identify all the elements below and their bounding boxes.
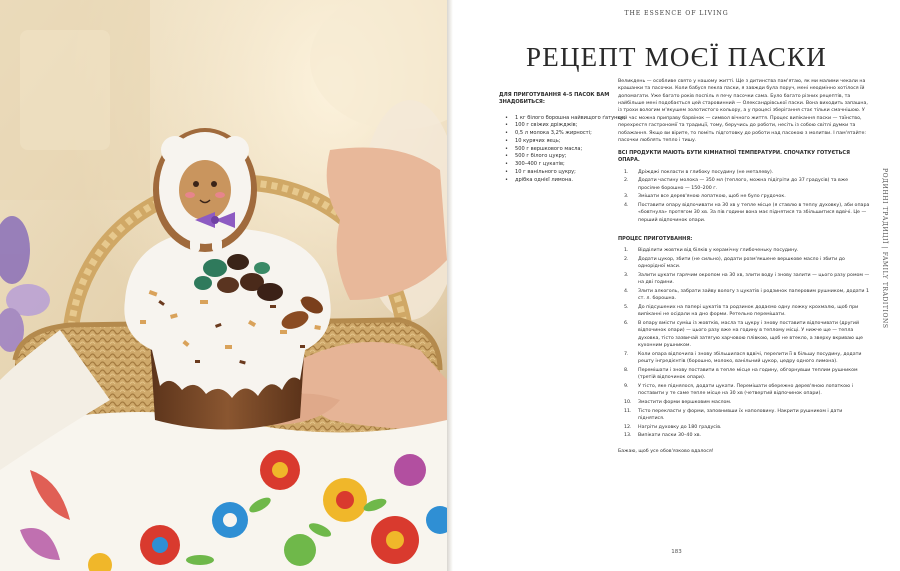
step-item	[618, 367, 870, 382]
step-item	[618, 351, 870, 366]
step-text: Дріжджі покласти в глибоку посудину (не металеву).	[638, 169, 774, 175]
step-item	[618, 202, 870, 224]
step-item	[618, 432, 870, 439]
step-text: Додати цукор, збити (не сильно), додати розм'якшене вершкове масло і збити до однорідної маси.	[638, 257, 845, 270]
step-number: 5.	[624, 305, 629, 311]
step-number: 2.	[624, 257, 629, 263]
step-text: До підсушених на папері цукатів та родзинок додаємо одну ложку крохмалю, щоб при випіканні не осідали на дно форми. Ретельно перемішати.	[638, 305, 859, 318]
list-item: • 10 г ванільного цукру;	[505, 169, 615, 177]
list-item: • 0,5 л молока 3,2% жирності;	[505, 130, 615, 138]
step-number: 9.	[624, 383, 629, 389]
closing-line: Бажаю, щоб усе обов'язково вдалося!	[618, 448, 714, 454]
step-text: В опару вмісти суміш із жовтків, масла та цукру і знову поставити відпочивати (другий відпочинок опари) — цього разу вже на годину в теплому місці. У нижче ще — тепла духовка, тісто зазвичай затягую харчовою плівкою, щоб не втекло, а зверху вкриваю ще кухонним рушником.	[638, 321, 863, 349]
list-item: • 100 г свіжих дріжджів;	[505, 122, 615, 130]
step-text: Коли опара відпочила і знову збільшилася вдвічі, перелити її в більшу посудину, додати решту інгредієнтів (борошно, молоко, ванільний цукор, цедру одного лимона).	[638, 351, 862, 365]
process-steps	[618, 247, 870, 439]
step-number: 1.	[624, 169, 629, 175]
step-number: 3.	[624, 273, 629, 279]
step-number: 8.	[624, 367, 629, 373]
step-text: Відділити жовтки від білків у керамічну глибоченьку посудину.	[638, 248, 799, 254]
step-item	[618, 399, 870, 406]
step-text: Змішати все дерев'яною лопаткою, щоб не було грудочок.	[638, 194, 786, 200]
step-number: 7.	[624, 351, 629, 357]
step-number: 10.	[624, 399, 632, 405]
sheep-cookie	[153, 128, 257, 252]
step-item	[618, 320, 870, 349]
list-item: • 500 г вершкового масла;	[505, 146, 615, 154]
step-item	[618, 272, 870, 287]
step-text: Поставити опару відпочивати на 30 хв у тепле місце (я ставлю в теплу духовку), аби опара «бовтнула» протягом 30 хв. За пів години вона має піднятися та збільшитися вдвічі. Це — перший відпочинок опари.	[638, 203, 870, 223]
step-number: 1.	[624, 248, 629, 254]
step-number: 4.	[624, 289, 629, 295]
running-head: THE ESSENCE OF LIVING	[624, 10, 729, 17]
step-number: 13.	[624, 433, 632, 439]
step-item	[618, 288, 870, 303]
step-item	[618, 408, 870, 423]
list-item: • 1 кг білого борошна найвищого ґатунку;	[505, 115, 615, 123]
step-item	[618, 177, 870, 192]
step-text: Випікати паски 30–40 хв.	[638, 433, 702, 439]
step-item	[618, 247, 870, 254]
step-text: Злити алкоголь, забрати зайву вологу з цукатів і родзинок паперовим рушником, додати 1 ст. л. борошна.	[638, 289, 870, 302]
step-item	[618, 193, 870, 200]
side-section-title: РОДИННІ ТРАДИЦІЇ | FAMILY TRADITIONS	[881, 168, 888, 329]
step-item	[618, 256, 870, 271]
step-text: Змастити форми вершковим маслом.	[638, 399, 732, 405]
page-title: РЕЦЕПТ МОЄЇ ПАСКИ	[526, 42, 827, 72]
step-text: Залити цукати гарячим окропом на 30 хв, злити воду і знову залити — цього разу ромом — на дві години.	[638, 273, 870, 286]
page-number: 183	[671, 549, 682, 555]
ingredients-heading: ДЛЯ ПРИГОТУВАННЯ 4–5 ПАСОК ВАМ ЗНАДОБИТЬСЯ:	[499, 92, 610, 106]
process-heading: ПРОЦЕС ПРИГОТУВАННЯ:	[618, 236, 693, 243]
step-number: 4.	[624, 203, 629, 209]
recipe-body-column	[618, 78, 870, 455]
step-number: 12.	[624, 424, 632, 430]
step-item	[618, 169, 870, 176]
step-text: Нагріти духовку до 180 градусів.	[638, 424, 722, 430]
step-item	[618, 424, 870, 431]
list-item: • дрібка однієї лимона.	[505, 177, 615, 185]
step-number: 3.	[624, 194, 629, 200]
list-item: • 500 г білого цукру;	[505, 153, 615, 161]
ingredients-list	[499, 114, 626, 185]
step-item	[618, 383, 870, 398]
intro-paragraph: Великдень — особливе свято у нашому житті. Ще з дитинства пам'ятаю, як ми малими чекали на крашанки та пасочки. Коли бабуся пекла паски, я завжди була поруч, мені неодмінно хотілося їй допомагати. Уже багато років поспіль я печу пасочки сама. Було багато різних рецептів, та найбільше мені подобається цей старовинний — Олександрівської паски. Вона виходить запашна, із трохи вологим м'якушем золотистого кольору, а у процесі зберігання стає тільки смачнішою. У цей час можна приправу барвінок — символ вічного життя. Процес випікання паски — таїнство, перехрестя гастрономії та традиції, тому, беручись до роботи, несіть із собою світлі думки та побажання. Якщо ви вірите, то поміть підготовку до роботи над пасокою з молитви. І пам'ятайте: пасочки люблять тепло і тишу.	[618, 79, 868, 143]
easter-cake-photo	[0, 0, 447, 571]
list-item: • 10 курячих яєць;	[505, 138, 615, 146]
opara-heading: ВСІ ПРОДУКТИ МАЮТЬ БУТИ КІМНАТНОЇ ТЕМПЕРАТУРИ. СПОЧАТКУ ГОТУЄТЬСЯ ОПАРА.	[618, 150, 850, 164]
step-text: Перемішати і знову поставити в тепле місце на годину, обгорнувши теплим рушником (третій відпочинок опари).	[638, 367, 858, 381]
recipe-page	[453, 0, 900, 571]
step-text: У тісто, яке піднялося, додати цукати. Перемішати обережно дерев'яною лопаткою і поставити у те саме тепле місце на 30 хв (четвертий відпочинок опари).	[638, 383, 853, 397]
step-item	[618, 304, 870, 319]
step-text: Тісто перекласти у форми, заповнивши їх наполовину. Накрити рушником і дати піднятися.	[638, 408, 843, 421]
ingredients-column	[499, 92, 626, 184]
step-text: Додати частину молока — 350 мл (теплого, можна підігріти до 37 градусів) та вже просіяне борошно — 150–200 г.	[638, 178, 849, 191]
step-number: 2.	[624, 178, 629, 184]
list-item: • 300–400 г цукатів;	[505, 161, 615, 169]
step-number: 11.	[624, 408, 632, 414]
opara-steps	[618, 169, 870, 224]
step-number: 6.	[624, 321, 629, 327]
